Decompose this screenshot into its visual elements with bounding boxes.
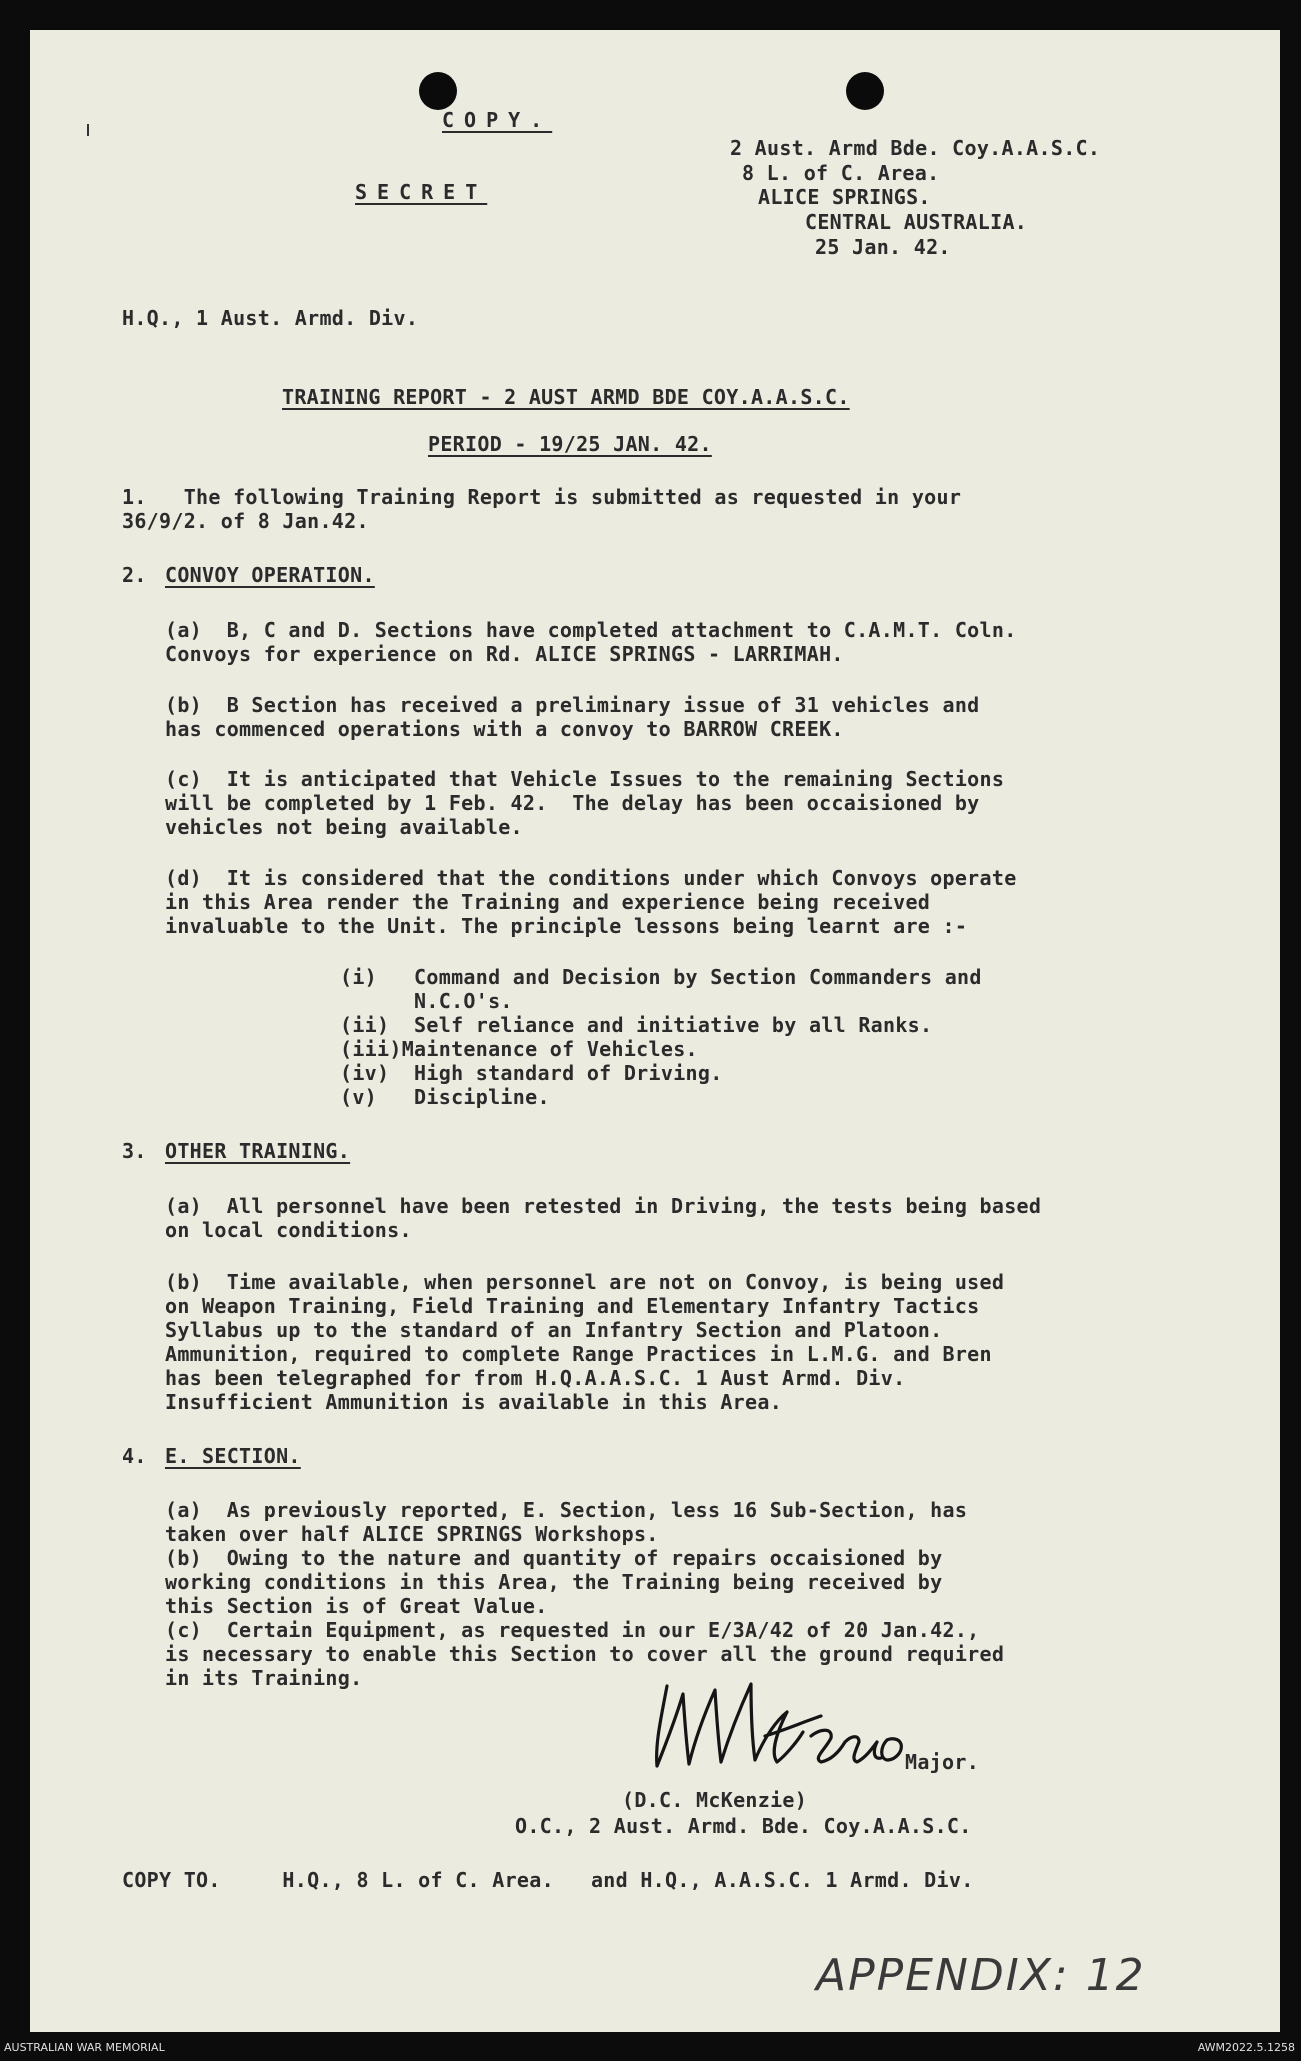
from-line-4: CENTRAL AUSTRALIA.	[805, 210, 1028, 234]
sec2-d-line-2: in this Area render the Training and experience being received	[165, 890, 931, 914]
report-title: TRAINING REPORT - 2 AUST ARMD BDE COY.A.A.S.C.	[282, 385, 850, 409]
archive-credit: AUSTRALIAN WAR MEMORIAL	[4, 2041, 165, 2054]
copy-label: COPY.	[442, 108, 553, 132]
lesson-3: (iii)Maintenance of Vehicles.	[340, 1037, 698, 1061]
sec4-line-8: in its Training.	[165, 1666, 363, 1690]
lesson-5: (v) Discipline.	[340, 1085, 550, 1109]
sec2-c-line-1: (c) It is anticipated that Vehicle Issues to the remaining Sections	[165, 767, 1005, 791]
addressee: H.Q., 1 Aust. Armd. Div.	[122, 306, 419, 330]
sec3-number: 3.	[122, 1139, 147, 1163]
sec4-line-4: working conditions in this Area, the Training being received by	[165, 1570, 943, 1594]
sec3-b-line-6: Insufficient Ammunition is available in this Area.	[165, 1390, 783, 1414]
from-line-1: 2 Aust. Armd Bde. Coy.A.A.S.C.	[730, 136, 1101, 160]
para1-line-1: 1. The following Training Report is submitted as requested in your	[122, 485, 962, 509]
sec4-number: 4.	[122, 1444, 147, 1468]
sec2-c-line-3: vehicles not being available.	[165, 815, 523, 839]
sec2-b-line-2: has commenced operations with a convoy to BARROW CREEK.	[165, 717, 844, 741]
report-period: PERIOD - 19/25 JAN. 42.	[428, 432, 712, 456]
sec2-heading: CONVOY OPERATION.	[165, 563, 375, 587]
sec4-line-3: (b) Owing to the nature and quantity of repairs occaisioned by	[165, 1546, 943, 1570]
signatory-name: (D.C. McKenzie)	[622, 1788, 808, 1812]
sec3-b-line-1: (b) Time available, when personnel are not on Convoy, is being used	[165, 1270, 1005, 1294]
sec4-line-6: (c) Certain Equipment, as requested in our E/3A/42 of 20 Jan.42.,	[165, 1618, 980, 1642]
sec3-b-line-2: on Weapon Training, Field Training and Elementary Infantry Tactics	[165, 1294, 980, 1318]
document-page	[30, 30, 1280, 2032]
sec4-heading: E. SECTION.	[165, 1444, 301, 1468]
sec4-line-2: taken over half ALICE SPRINGS Workshops.	[165, 1522, 659, 1546]
sec4-line-7: is necessary to enable this Section to cover all the ground required	[165, 1642, 1005, 1666]
sec2-a-line-2: Convoys for experience on Rd. ALICE SPRINGS - LARRIMAH.	[165, 642, 844, 666]
copy-to-line: COPY TO. H.Q., 8 L. of C. Area. and H.Q., A.A.S.C. 1 Armd. Div.	[122, 1868, 974, 1892]
sec2-d-line-1: (d) It is considered that the conditions under which Convoys operate	[165, 866, 1017, 890]
from-line-3: ALICE SPRINGS.	[758, 185, 931, 209]
sec3-a-line-1: (a) All personnel have been retested in Driving, the tests being based	[165, 1194, 1042, 1218]
archive-reference: AWM2022.5.1258	[1197, 2041, 1295, 2054]
lesson-1-cont: N.C.O's.	[340, 989, 513, 1013]
sec2-number: 2.	[122, 563, 147, 587]
sec3-b-line-3: Syllabus up to the standard of an Infantry Section and Platoon.	[165, 1318, 943, 1342]
lesson-1: (i) Command and Decision by Section Commanders and	[340, 965, 982, 989]
sec3-b-line-5: has been telegraphed for from H.Q.A.A.S.C. 1 Aust Armd. Div.	[165, 1366, 906, 1390]
sec2-d-line-3: invaluable to the Unit. The principle lessons being learnt are :-	[165, 914, 968, 938]
sec2-a-line-1: (a) B, C and D. Sections have completed attachment to C.A.M.T. Coln.	[165, 618, 1017, 642]
secret-label: SECRET	[355, 180, 488, 204]
lesson-4: (iv) High standard of Driving.	[340, 1061, 723, 1085]
appendix-handwritten: APPENDIX: 12	[816, 1950, 1146, 2001]
from-line-5: 25 Jan. 42.	[815, 235, 951, 259]
sec3-b-line-4: Ammunition, required to complete Range Practices in L.M.G. and Bren	[165, 1342, 992, 1366]
para1-line-2: 36/9/2. of 8 Jan.42.	[122, 509, 369, 533]
sec2-c-line-2: will be completed by 1 Feb. 42. The delay has been occaisioned by	[165, 791, 980, 815]
punch-hole-right	[846, 72, 884, 110]
ink-mark	[87, 124, 89, 136]
punch-hole-left	[419, 72, 457, 110]
signatory-rank: Major.	[905, 1750, 980, 1774]
sec2-b-line-1: (b) B Section has received a preliminary issue of 31 vehicles and	[165, 693, 980, 717]
from-line-2: 8 L. of C. Area.	[742, 161, 940, 185]
sec4-line-5: this Section is of Great Value.	[165, 1594, 548, 1618]
sec4-line-1: (a) As previously reported, E. Section, less 16 Sub-Section, has	[165, 1498, 968, 1522]
signatory-title: O.C., 2 Aust. Armd. Bde. Coy.A.A.S.C.	[515, 1814, 972, 1838]
sec3-a-line-2: on local conditions.	[165, 1218, 412, 1242]
sec3-heading: OTHER TRAINING.	[165, 1139, 351, 1163]
lesson-2: (ii) Self reliance and initiative by all Ranks.	[340, 1013, 933, 1037]
